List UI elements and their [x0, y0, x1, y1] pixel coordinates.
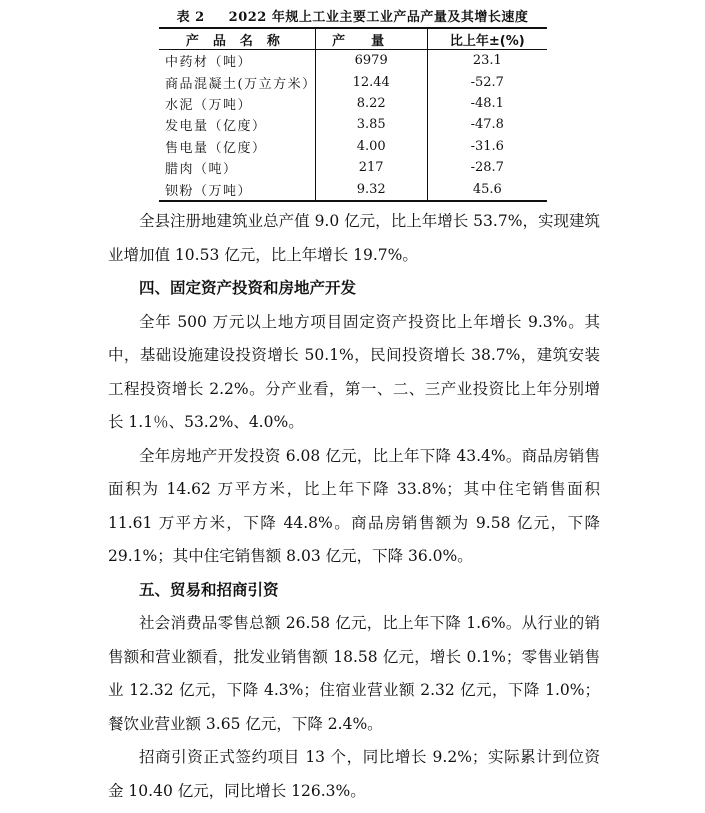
cell-product: 腊肉（吨）: [165, 162, 238, 178]
cell-growth: 45.6: [427, 178, 547, 200]
paragraph-construction: 全县注册地建筑业总产值 9.0 亿元，比上年增长 53.7%，实现建筑业增加值 10.53 亿元，比上年增长 19.7%。: [108, 212, 600, 264]
cell-output: 12.44: [315, 71, 427, 92]
section-heading-trade: 五、贸易和招商引资: [139, 580, 279, 599]
table-row: [159, 50, 547, 72]
industrial-output-table: [159, 27, 547, 202]
table-caption: [0, 6, 705, 25]
paragraph-fixed-asset-investment: 全年 500 万元以上地方项目固定资产投资比上年增长 9.3%。其中，基础设施建设投资增长 50.1%，民间投资增长 38.7%，建筑安装工程投资增长 2.2%。分产业看，第一、二、三产业投资比上年分别增长 1.1％、53.2%、4.0%。: [108, 312, 600, 431]
table-row: [159, 136, 547, 157]
table-row: [159, 114, 547, 135]
cell-product: 售电量（亿度）: [165, 140, 267, 156]
header-product-name: 产品名称: [159, 28, 315, 50]
cell-growth: -52.7: [427, 71, 547, 92]
section-heading-investment: 四、固定资产投资和房地产开发: [139, 279, 357, 297]
cell-output: 217: [315, 157, 427, 178]
cell-growth: -47.8: [427, 114, 547, 135]
cell-product: 商品混凝土(万立方米）: [165, 76, 317, 92]
table-row: [159, 93, 547, 114]
paragraph-investment-attraction: 招商引资正式签约项目 13 个，同比增长 9.2%；实际累计到位资金 10.40 亿元，同比增长 126.3%。: [108, 748, 600, 800]
cell-growth: -31.6: [427, 136, 547, 157]
cell-output: 9.32: [315, 178, 427, 200]
paragraph-real-estate: 全年房地产开发投资 6.08 亿元，比上年下降 43.4%。商品房销售面积为 14.62 万平方米，比上年下降 33.8%；其中住宅销售面积 11.61 万平方米，下降 44.8%。商品房销售额为 9.58 亿元，下降 29.1%；其中住宅销售额 8.03 亿元，下降 36.0%。: [108, 446, 600, 565]
cell-growth: -28.7: [427, 157, 547, 178]
table-row: [159, 71, 547, 92]
cell-product: 发电量（亿度）: [165, 119, 267, 135]
table-row: [159, 157, 547, 178]
paragraph-retail-sales: 社会消费品零售总额 26.58 亿元，比上年下降 1.6%。从行业的销售额和营业额看，批发业销售额 18.58 亿元，增长 0.1%；零售业销售业 12.32 亿元，下降 4.3%；住宿业营业额 2.32 亿元，下降 1.0%；餐饮业营业额 3.65 亿元，下降 2.4%。: [108, 614, 600, 733]
header-output: 产量: [315, 28, 427, 50]
cell-output: 3.85: [315, 114, 427, 135]
table-header-row: [159, 28, 547, 50]
document-body: [108, 205, 600, 808]
cell-output: 8.22: [315, 93, 427, 114]
table-row: [159, 178, 547, 200]
table-title: 2022 年规上工业主要工业产品产量及其增长速度: [228, 10, 529, 25]
cell-growth: -48.1: [427, 93, 547, 114]
cell-product: 水泥（万吨）: [165, 97, 253, 113]
cell-output: 4.00: [315, 136, 427, 157]
cell-product: 中药材（吨）: [165, 55, 253, 71]
header-growth: 比上年±(%): [427, 28, 547, 50]
cell-output: 6979: [315, 50, 427, 72]
cell-growth: 23.1: [427, 50, 547, 72]
cell-product: 钡粉（万吨）: [159, 178, 315, 200]
table-number: 表 2: [176, 10, 205, 25]
